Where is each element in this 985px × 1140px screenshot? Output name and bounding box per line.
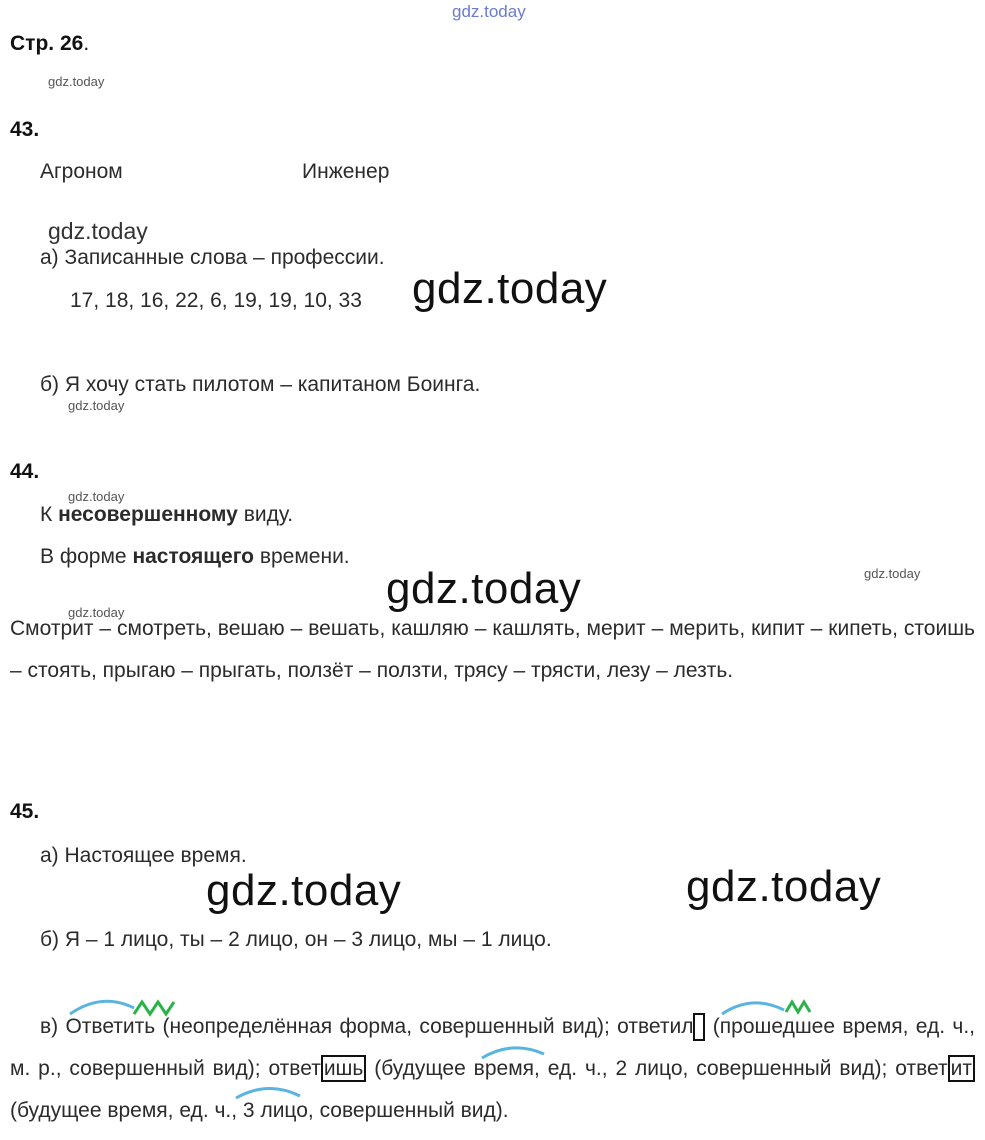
ex43-numbers: 17, 18, 16, 22, 6, 19, 19, 10, 33 xyxy=(70,289,362,312)
exercise-43-number: 43. xyxy=(10,118,40,141)
watermark: gdz.today xyxy=(48,218,148,244)
ex44-verb-pairs: Смотрит – смотреть, вешаю – вешать, кашляю – кашлять, мерит – мерить, кипит – кипеть, стоишь – стоять, прыгаю – прыгать, ползёт – ползти, трясу – трясти, лезу – лезть. xyxy=(10,617,975,682)
ending-box xyxy=(693,1013,705,1041)
watermark: gdz.today xyxy=(68,398,125,413)
watermark-large: gdz.today xyxy=(412,264,608,313)
watermark-large: gdz.today xyxy=(206,866,402,915)
ex43-answer-a: а) Записанные слова – профессии. xyxy=(40,246,385,269)
ex44-tense-line: В форме настоящего времени. xyxy=(40,545,350,568)
word-otvetit-root: ответ xyxy=(895,1057,948,1080)
ending-box: ит xyxy=(948,1055,975,1082)
ex43-word-engineer: Инженер xyxy=(302,160,390,183)
watermark: gdz.today xyxy=(68,489,125,504)
ex45-answer-c: в) Ответить (неопределённая форма, совершенный вид); ответил (прошедшее время, ед. ч., м. р., совершенный вид); ответ ишь (будущее время, ед. ч., 2 лицо, совершенный вид); ответ ит (будущее время, ед. ч., 3 лицо, совершенный вид). xyxy=(10,1015,975,1122)
watermark: gdz.today xyxy=(68,605,125,620)
word-otvetit: Ответить xyxy=(65,1015,156,1038)
page-title: Стр. 26. xyxy=(10,32,90,55)
ending-box: ишь xyxy=(321,1055,367,1082)
watermark-large: gdz.today xyxy=(386,564,582,613)
watermark-large: gdz.today xyxy=(686,862,882,911)
ex45-answer-b: б) Я – 1 лицо, ты – 2 лицо, он – 3 лицо, мы – 1 лицо. xyxy=(40,928,552,951)
watermark: gdz.today xyxy=(864,566,921,581)
ex45-answer-a: а) Настоящее время. xyxy=(40,844,247,867)
watermark-top: gdz.today xyxy=(452,2,526,21)
exercise-45-number: 45. xyxy=(10,800,40,823)
watermark: gdz.today xyxy=(48,74,105,89)
ex43-word-agronom: Агроном xyxy=(40,160,123,183)
ex43-answer-b: б) Я хочу стать пилотом – капитаном Боинга. xyxy=(40,373,481,396)
ex44-aspect-line: К несовершенному виду. xyxy=(40,503,294,526)
exercise-44-number: 44. xyxy=(10,460,40,483)
word-otvetish-root: ответ xyxy=(268,1057,321,1080)
word-otvetil: ответил xyxy=(617,1015,694,1038)
